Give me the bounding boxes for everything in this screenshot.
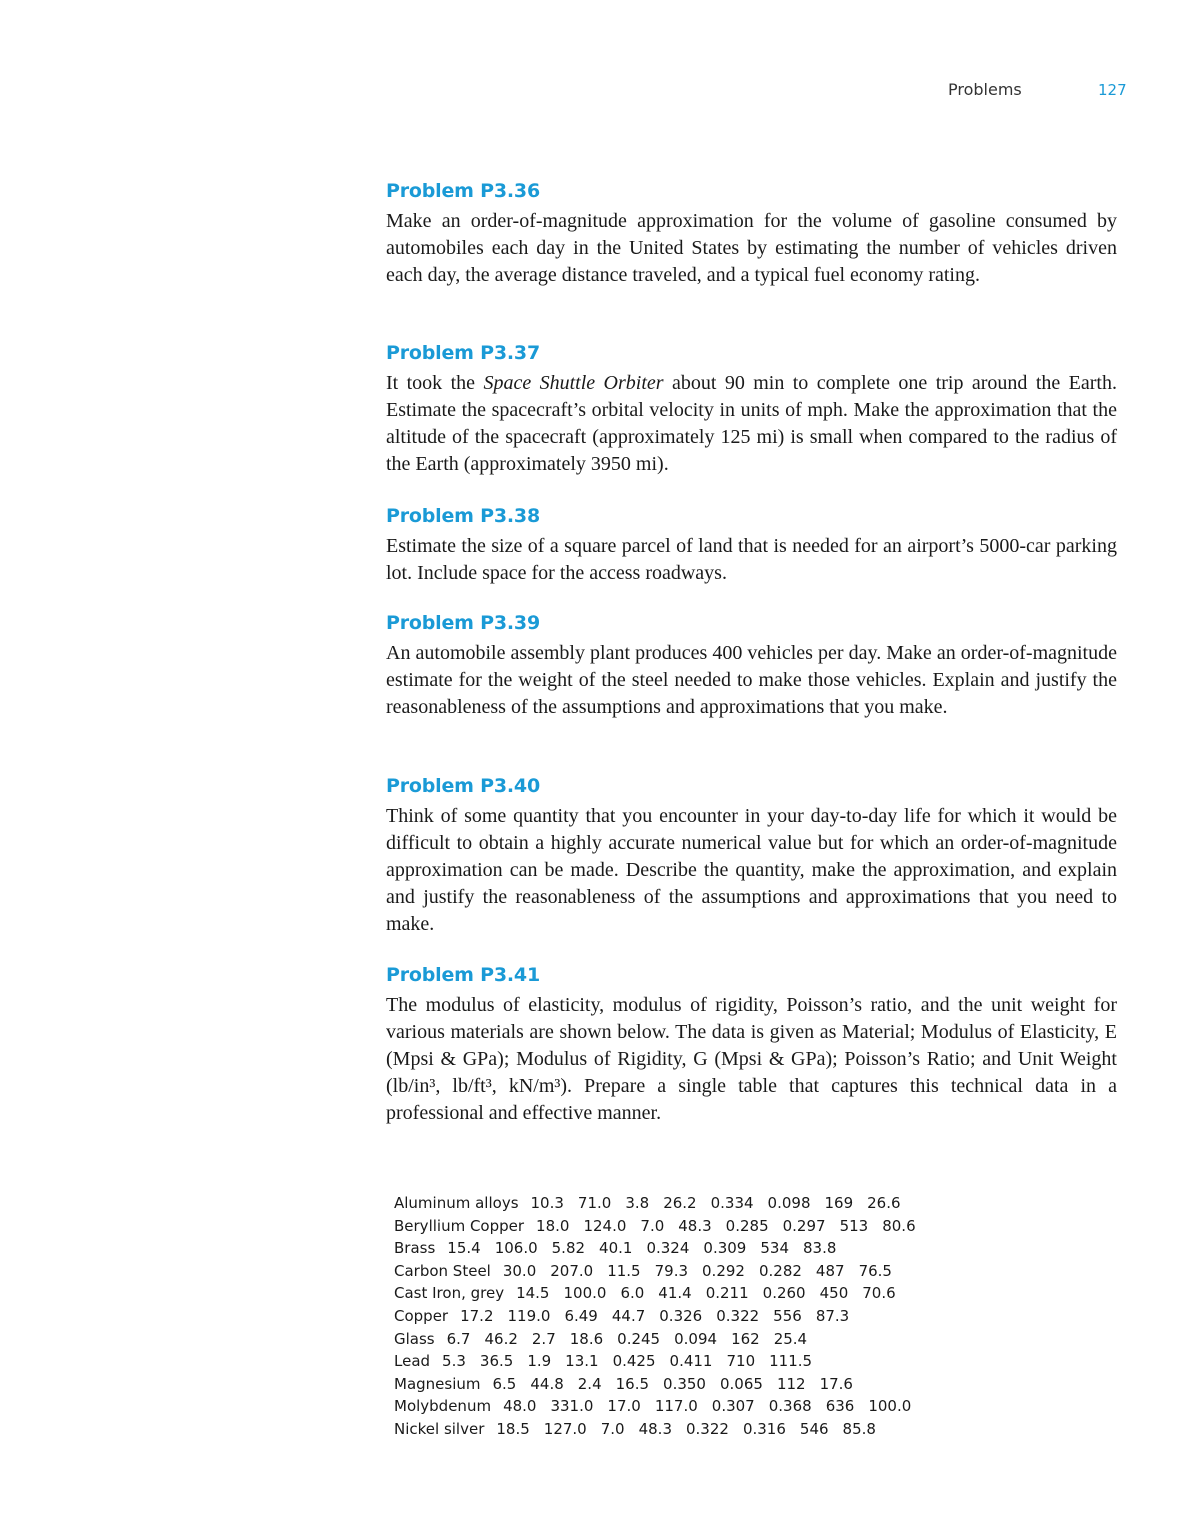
material-name: Brass — [394, 1239, 436, 1258]
material-value: 117.0 — [654, 1397, 698, 1416]
material-value: 13.1 — [565, 1352, 599, 1371]
material-value: 207.0 — [550, 1261, 594, 1280]
material-value: 2.7 — [531, 1329, 556, 1348]
material-value: 0.334 — [710, 1194, 754, 1212]
material-value: 710 — [726, 1352, 756, 1371]
material-value: 48.3 — [678, 1216, 712, 1235]
material-value: 0.211 — [705, 1284, 749, 1303]
material-value: 15.4 — [447, 1239, 481, 1258]
material-value: 48.0 — [503, 1397, 537, 1416]
material-value: 636 — [825, 1397, 855, 1416]
material-value: 16.5 — [615, 1374, 650, 1393]
materials-row — [394, 1350, 930, 1373]
material-value: 17.0 — [607, 1397, 641, 1416]
material-name: Carbon Steel — [394, 1261, 491, 1280]
problem-p3-36 — [386, 178, 1117, 289]
material-name: Beryllium Copper — [394, 1216, 525, 1235]
material-value: 80.6 — [882, 1216, 916, 1235]
material-value: 1.9 — [527, 1352, 552, 1371]
material-value: 0.326 — [659, 1306, 703, 1325]
material-value: 71.0 — [577, 1194, 612, 1212]
running-head-section: Problems — [948, 80, 1022, 99]
material-value: 26.2 — [663, 1194, 697, 1212]
material-name: Copper — [394, 1306, 449, 1325]
page-number: 127 — [1098, 81, 1127, 99]
material-value: 100.0 — [563, 1284, 607, 1303]
material-name: Cast Iron, grey — [394, 1284, 505, 1303]
material-value: 119.0 — [507, 1306, 551, 1325]
material-value: 0.368 — [768, 1397, 812, 1416]
materials-row — [394, 1192, 930, 1215]
material-value: 111.5 — [769, 1352, 813, 1371]
material-value: 85.8 — [842, 1419, 876, 1438]
material-value: 2.4 — [577, 1374, 602, 1393]
problem-text: An automobile assembly plant produces 400 vehicles per day. Make an order-of-magnitude estimate for the weight of the steel needed to make those vehicles. Explain and justify the reasonableness of the assumptions and approximations that you make. — [386, 642, 1117, 718]
materials-row — [394, 1282, 930, 1305]
material-value: 5.3 — [442, 1352, 466, 1371]
material-value: 14.5 — [516, 1284, 550, 1303]
materials-row — [394, 1418, 930, 1441]
material-value: 18.6 — [569, 1329, 604, 1348]
material-value: 79.3 — [654, 1261, 689, 1280]
material-value: 48.3 — [638, 1419, 672, 1438]
problem-p3-39 — [386, 610, 1117, 721]
material-value: 0.094 — [674, 1329, 718, 1348]
material-value: 40.1 — [599, 1239, 633, 1258]
material-value: 6.0 — [620, 1284, 645, 1303]
material-value: 44.8 — [530, 1374, 564, 1393]
material-value: 76.5 — [858, 1261, 892, 1280]
materials-row — [394, 1260, 930, 1283]
material-value: 25.4 — [773, 1329, 808, 1348]
material-value: 124.0 — [583, 1216, 627, 1235]
material-value: 6.7 — [446, 1329, 471, 1348]
material-value: 331.0 — [550, 1397, 594, 1416]
material-value: 556 — [773, 1306, 802, 1325]
material-value: 0.425 — [612, 1352, 656, 1371]
material-value: 106.0 — [494, 1239, 538, 1258]
material-value: 0.098 — [767, 1194, 811, 1212]
material-name: Magnesium — [394, 1374, 481, 1393]
material-value: 534 — [760, 1239, 789, 1258]
material-value: 0.260 — [762, 1284, 806, 1303]
material-value: 17.6 — [819, 1374, 853, 1393]
material-value: 7.0 — [600, 1419, 625, 1438]
material-value: 0.322 — [686, 1419, 729, 1438]
problem-p3-40 — [386, 773, 1117, 938]
material-value: 0.350 — [663, 1374, 706, 1393]
problem-p3-37 — [386, 340, 1117, 478]
problem-text-italic: Space Shuttle Orbiter — [483, 372, 664, 394]
materials-data-list — [394, 1192, 930, 1441]
material-name: Aluminum alloys — [394, 1194, 519, 1212]
material-value: 0.282 — [758, 1261, 802, 1280]
material-value: 41.4 — [658, 1284, 692, 1303]
material-value: 87.3 — [815, 1306, 850, 1325]
material-value: 10.3 — [530, 1194, 564, 1212]
material-value: 46.2 — [484, 1329, 518, 1348]
material-value: 0.307 — [711, 1397, 755, 1416]
material-value: 18.0 — [536, 1216, 570, 1235]
problem-text: Estimate the size of a square parcel of land that is needed for an airport’s 5000-car parking lot. Include space for the access roadways. — [386, 535, 1117, 584]
material-value: 18.5 — [496, 1419, 530, 1438]
material-value: 513 — [839, 1216, 869, 1235]
materials-row — [394, 1395, 930, 1418]
material-name: Nickel silver — [394, 1419, 485, 1438]
materials-row — [394, 1215, 930, 1238]
material-value: 0.309 — [703, 1239, 747, 1258]
material-value: 112 — [776, 1374, 806, 1393]
material-value: 6.5 — [492, 1374, 517, 1393]
material-value: 450 — [819, 1284, 849, 1303]
material-value: 169 — [824, 1194, 854, 1212]
material-value: 0.411 — [669, 1352, 713, 1371]
materials-row — [394, 1373, 930, 1396]
running-head — [0, 80, 1200, 104]
problem-title: Problem P3.39 — [386, 612, 540, 634]
problem-title: Problem P3.37 — [386, 342, 540, 364]
material-value: 0.285 — [725, 1216, 769, 1235]
problem-text: Think of some quantity that you encounter in your day-to-day life for which it would be difficult to obtain a highly accurate numerical value but for which an order-of-magnitude approximation can be made. Describe the quantity, make the approximation, and explain and justify the reasonableness of the assumptions and approximations that you need to make. — [386, 805, 1117, 935]
material-value: 7.0 — [640, 1216, 665, 1235]
material-value: 0.316 — [742, 1419, 786, 1438]
material-value: 546 — [799, 1419, 829, 1438]
material-value: 0.065 — [719, 1374, 763, 1393]
problem-text — [386, 370, 1117, 478]
material-value: 0.322 — [716, 1306, 760, 1325]
problem-p3-41 — [386, 962, 1117, 1127]
material-name: Glass — [394, 1329, 435, 1348]
problem-title: Problem P3.41 — [386, 964, 540, 986]
material-value: 83.8 — [803, 1239, 837, 1258]
material-value: 26.6 — [867, 1194, 901, 1212]
material-value: 11.5 — [607, 1261, 641, 1280]
material-value: 17.2 — [460, 1306, 494, 1325]
problem-p3-38 — [386, 503, 1117, 587]
material-value: 44.7 — [611, 1306, 646, 1325]
material-name: Molybdenum — [394, 1397, 492, 1416]
material-value: 0.324 — [646, 1239, 690, 1258]
materials-row — [394, 1305, 930, 1328]
problem-title: Problem P3.40 — [386, 775, 540, 797]
material-value: 5.82 — [551, 1239, 586, 1258]
materials-row — [394, 1237, 930, 1260]
material-value: 70.6 — [862, 1284, 896, 1303]
problem-text: The modulus of elasticity, modulus of rigidity, Poisson’s ratio, and the unit weight for various materials are shown below. The data is given as Material; Modulus of Elasticity, E (Mpsi & GPa); Modulus of Rigidity, G (Mpsi & GPa); Poisson’s Ratio; and Unit Weight (lb/in³, lb/ft³, kN/m³). Prepare a single table that captures this technical data in a professional and effective manner. — [386, 994, 1117, 1124]
problem-text: Make an order-of-magnitude approximation for the volume of gasoline consumed by automobiles each day in the United States by estimating the number of vehicles driven each day, the average distance traveled, and a typical fuel economy rating. — [386, 210, 1117, 286]
problem-text-before: It took the — [386, 372, 484, 394]
material-value: 30.0 — [502, 1261, 537, 1280]
material-value: 0.245 — [617, 1329, 661, 1348]
material-value: 162 — [731, 1329, 760, 1348]
problem-title: Problem P3.36 — [386, 180, 540, 202]
material-value: 0.297 — [782, 1216, 826, 1235]
material-value: 36.5 — [479, 1352, 514, 1371]
material-name: Lead — [394, 1352, 431, 1371]
material-value: 487 — [815, 1261, 845, 1280]
materials-row — [394, 1328, 930, 1351]
material-value: 0.292 — [702, 1261, 745, 1280]
problem-text-after: about 90 min to complete one trip around the Earth. Estimate the spacecraft’s orbital velocity in units of mph. Make the approximation that the altitude of the spacecraft (approximately 125 mi) is small when compared to the radius of the Earth (approximately 3950 mi). — [386, 372, 1117, 475]
material-value: 3.8 — [625, 1194, 650, 1212]
material-value: 100.0 — [868, 1397, 912, 1416]
problem-title: Problem P3.38 — [386, 505, 540, 527]
material-value: 127.0 — [543, 1419, 587, 1438]
material-value: 6.49 — [564, 1306, 598, 1325]
